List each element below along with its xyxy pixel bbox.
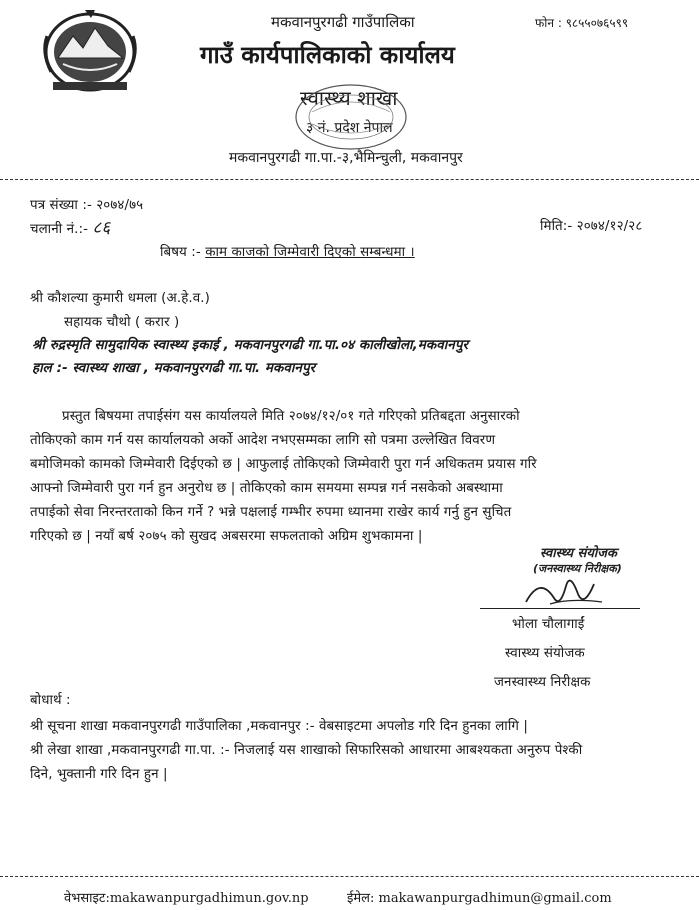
signatory-designation: स्वास्थ्य संयोजक bbox=[505, 646, 585, 661]
website-label: वेभसाइट: bbox=[64, 891, 110, 906]
body-line-6: गरिएको छ | नयाँ बर्ष २०७५ को सुखद अबसरमा सफलताको अग्रिम शुभकामना | bbox=[30, 529, 423, 544]
footer-website bbox=[64, 888, 309, 906]
recipient-current-post: हाल :- स्वास्थ्य शाखा , मकवानपुरगढी गा.पा. मकवानपुर bbox=[32, 361, 316, 376]
cc-line-2: श्री लेखा शाखा ,मकवानपुरगढी गा.पा. :- निजलाई यस शाखाको सिफारिसको आधारमा आबश्यकता अनुरुप पेश्की bbox=[30, 743, 583, 758]
office-address: मकवानपुरगढी गा.पा.-३,भैमिन्चुली, मकवानपुर bbox=[229, 150, 463, 166]
office-title: गाउँ कार्यपालिकाको कार्यालय bbox=[200, 41, 455, 69]
body-line-3: बमोजिमको कामको जिम्मेवारी दिईएको छ | आफुलाई तोकिएको जिम्मेवारी पुरा गर्न अधिकतम प्रयास गरि bbox=[30, 457, 537, 472]
province-text: ३ नं. प्रदेश नेपाल bbox=[306, 120, 393, 136]
branch-title: स्वास्थ्य शाखा bbox=[300, 86, 398, 110]
signature-line bbox=[480, 608, 640, 609]
footer-divider bbox=[0, 876, 699, 877]
signatory-name: भोला चौलागाईं bbox=[512, 617, 585, 632]
letter-number: पत्र संख्या :- २०७४/७५ bbox=[30, 198, 144, 213]
recipient-institution: श्री रुद्रस्मृति सामुदायिक स्वास्थ्य इकाई , मकवानपुरगढी गा.पा.०४ कालीखोला,मकवानपुर bbox=[32, 338, 469, 353]
subject-text: काम काजको जिम्मेवारी दिएको सम्बन्धमा । bbox=[205, 245, 415, 260]
office-seal-stamp bbox=[292, 82, 410, 152]
signature-stamp-subtitle: (जनस्वास्थ्य निरीक्षक) bbox=[533, 562, 622, 575]
body-line-2: तोकिएको काम गर्न यस कार्यालयको अर्को आदेश नभएसम्मका लागि सो पत्रमा उल्लेखित विवरण bbox=[30, 433, 496, 448]
subject-line bbox=[160, 242, 415, 260]
cc-label: बोधार्थ : bbox=[30, 693, 71, 708]
signatory-designation-secondary: जनस्वास्थ्य निरीक्षक bbox=[494, 675, 591, 690]
handwritten-signature bbox=[520, 568, 610, 612]
body-line-5: तपाईको सेवा निरन्तरताको किन गर्ने ? भन्ने पक्षलाई गम्भीर रुपमा ध्यानमा राखेर कार्य गर्नु हुन सुचित bbox=[30, 505, 512, 520]
subject-label: बिषय :- bbox=[160, 245, 201, 260]
recipient-name: श्री कौशल्या कुमारी धमला (अ.हे.व.) bbox=[30, 291, 210, 306]
signature-stamp-title: स्वास्थ्य संयोजक bbox=[540, 546, 617, 561]
body-line-1: प्रस्तुत बिषयमा तपाईसंग यस कार्यालयले मिति २०७४/१२/०१ गते गरिएको प्रतिबद्दता अनुसारको bbox=[62, 409, 520, 424]
phone-number: फोन : ९८५५०७६५९९ bbox=[535, 16, 629, 30]
recipient-position: सहायक चौथो ( करार ) bbox=[64, 315, 180, 330]
municipality-name: मकवानपुरगढी गाउँपालिका bbox=[271, 13, 415, 31]
website-link[interactable]: makawanpurgadhimun.gov.np bbox=[109, 891, 309, 906]
letter-date: मिति:- २०७४/१२/२८ bbox=[540, 219, 643, 234]
dispatch-label: चलानी नं.:- bbox=[30, 222, 89, 237]
email-link[interactable]: makawanpurgadhimun@gmail.com bbox=[378, 891, 612, 906]
dispatch-number-row bbox=[30, 215, 110, 238]
header-divider bbox=[0, 179, 699, 180]
body-line-4: आफ्नो जिम्मेवारी पुरा गर्न हुन अनुरोध छ | तोकिएको काम समयमा सम्पन्न गर्न नसकेको अबस्थामा bbox=[30, 481, 503, 496]
footer-email bbox=[347, 888, 612, 906]
email-label: ईमेल: bbox=[347, 891, 375, 906]
cc-line-3: दिने, भुक्तानी गरि दिन हुन | bbox=[30, 767, 168, 782]
dispatch-number-handwritten: ८६ bbox=[92, 218, 111, 238]
cc-line-1: श्री सूचना शाखा मकवानपुरगढी गाउँपालिका ,मकवानपुर :- वेबसाइटमा अपलोड गरि दिन हुनका लागि | bbox=[30, 719, 528, 734]
nepal-emblem-logo bbox=[33, 6, 148, 94]
